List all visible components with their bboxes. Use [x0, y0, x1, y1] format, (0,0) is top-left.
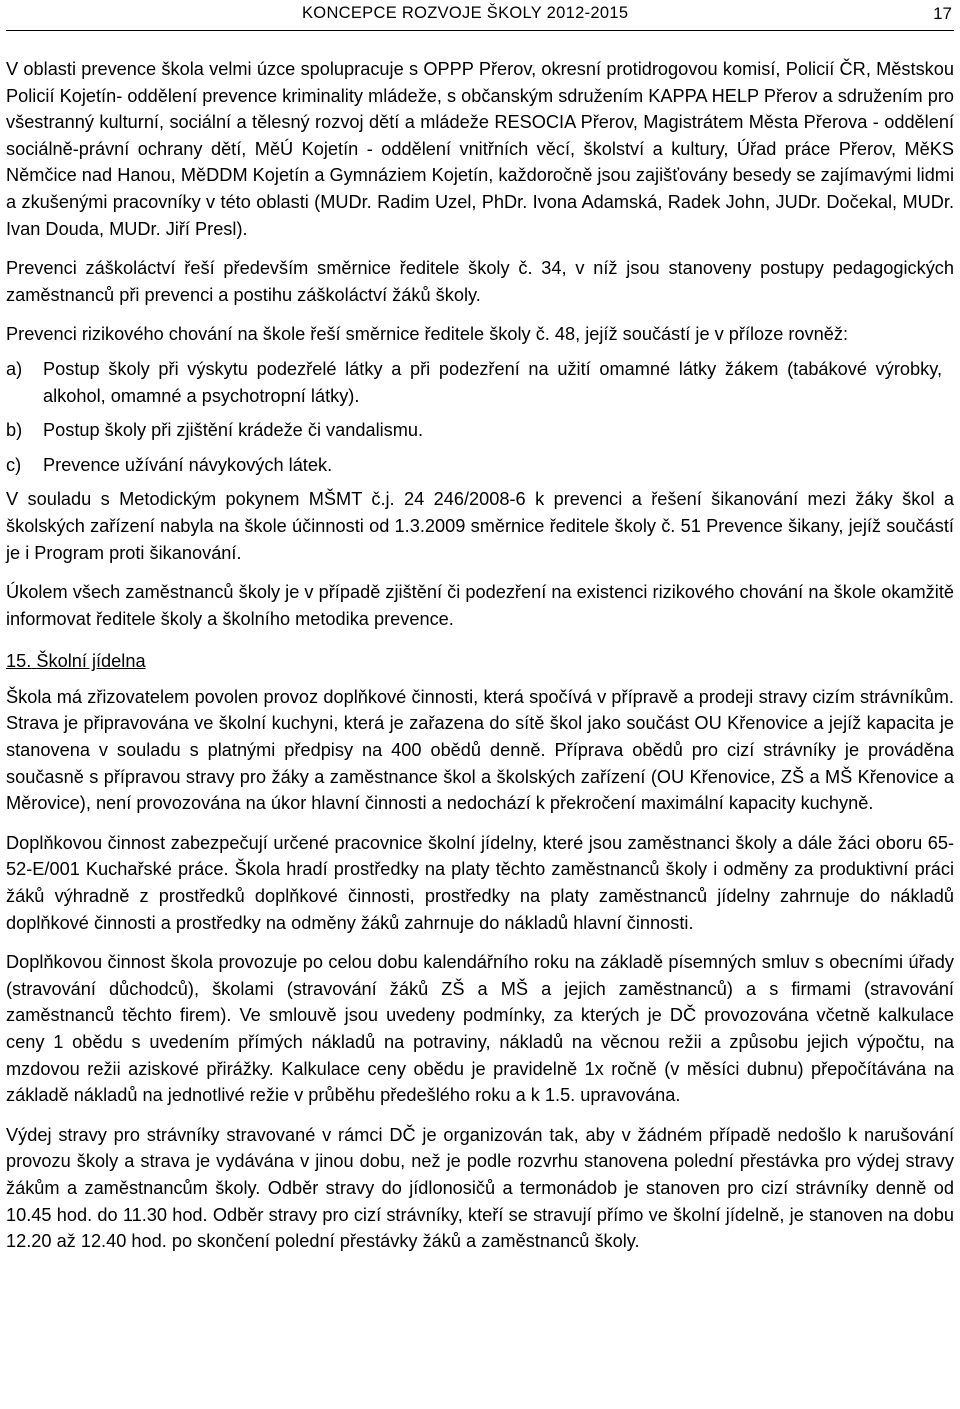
list-marker: c) — [6, 454, 22, 475]
list-item-text: Prevence užívání návykových látek. — [43, 454, 333, 475]
paragraph-prevention-partners: V oblasti prevence škola velmi úzce spolupracuje s OPPP Přerov, okresní protidrogovou komisí, Policií ČR, Městskou Policií Kojetín- oddělení prevence kriminality mládeže, s občanským sdružením KAPPA HELP Přerov a sdružením pro všestranný kulturní, sociální a tělesný rozvoj dětí a mládeže RESOCIA Přerov, Magistrátem Města Přerova - oddělení sociálně-právní ochrany dětí, MěÚ Kojetín - oddělení vnitřních věcí, školství a kultury, Úřad práce Přerov, MěKS Němčice nad Hanou, MěDDM Kojetín a Gymnáziem Kojetín, každoročně jsou zajišťovány besedy se zajímavými lidmi a zkušenými pracovníky v této oblasti (MUDr. Radim Uzel, PhDr. Ivona Adamská, Radek John, JUDr. Dočekal, MUDr. Ivan Douda, MUDr. Jiří Presl). — [6, 59, 954, 239]
paragraph-risk-behavior: Prevenci rizikového chování na škole řeší směrnice ředitele školy č. 48, jejíž součástí je v příloze rovněž: — [6, 324, 849, 345]
list-item-text: Postup školy při zjištění krádeže či vandalismu. — [43, 420, 424, 441]
list-item — [6, 356, 954, 409]
paragraph-meal-distribution: Výdej stravy pro strávníky stravované v rámci DČ je organizován tak, aby v žádném případě nedošlo k narušování provozu školy a strava je vydávána v jinou dobu, než je podle rozvrhu stanovena polední přestávka pro výdej stravy žákům a zaměstnancům školy. Odběr stravy do jídlonosičů a termonádob je stanoven pro cizí strávníky denně od 10.45 hod. do 11.30 hod. Odběr stravy pro cizí strávníky, kteří se stravují přímo ve školní jídelně, je stanoven na dobu 12.20 až 12.40 hod. po skončení polední přestávky žáků a zaměstnanců školy. — [6, 1124, 954, 1252]
list-item — [6, 417, 954, 444]
paragraph-canteen-staff: Doplňkovou činnost zabezpečují určené pracovnice školní jídelny, které jsou zaměstnanci školy a dále žáci oboru 65-52-E/001 Kuchařské práce. Škola hradí prostředky na platy těchto zaměstnanců školy i odměny za produktivní práci žáků výhradně z prostředků doplňkové činnosti, prostředky na platy zaměstnanců jídelny zahrnuje do nákladů doplňkové činnosti a prostředky na odměny žáků zahrnuje do nákladů hlavní činnosti. — [6, 832, 954, 933]
paragraph-truancy: Prevenci záškoláctví řeší především směrnice ředitele školy č. 34, v níž jsou stanoveny postupy pedagogických zaměstnanců při prevenci a postihu záškoláctví žáků školy. — [6, 258, 954, 305]
page-header — [6, 0, 954, 31]
document-body — [6, 56, 954, 1255]
paragraph-staff-duty: Úkolem všech zaměstnanců školy je v případě zjištění či podezření na existenci rizikového chování na škole okamžitě informovat ředitele školy a školního metodika prevence. — [6, 582, 954, 629]
header-title: KONCEPCE ROZVOJE ŠKOLY 2012-2015 — [302, 4, 629, 22]
list-item — [6, 452, 954, 479]
annex-list — [6, 356, 954, 478]
list-item-text: Postup školy při výskytu podezřelé látky a při podezření na užití omamné látky žákem (tabákové výrobky, alkohol, omamné a psychotropní látky). — [43, 358, 942, 406]
section-title: Školní jídelna — [36, 651, 146, 672]
section-heading — [6, 648, 954, 675]
list-marker: b) — [6, 420, 23, 441]
list-marker: a) — [6, 358, 23, 379]
section-number: 15. — [6, 651, 32, 672]
page-number: 17 — [933, 4, 952, 23]
paragraph-bullying-guideline: V souladu s Metodickým pokynem MŠMT č.j. 24 246/2008-6 k prevenci a řešení šikanování mezi žáky škol a školských zařízení nabyla na škole účinnosti od 1.3.2009 směrnice ředitele školy č. 51 Prevence šikany, jejíž součástí je i Program proti šikanování. — [6, 489, 954, 563]
paragraph-canteen-contracts: Doplňkovou činnost škola provozuje po celou dobu kalendářního roku na základě písemných smluv s obecními úřady (stravování důchodců), školami (stravování žáků ZŠ a MŠ a jejich zaměstnanců) a s firmami (stravování zaměstnanců těchto firem). Ve smlouvě jsou uvedeny podmínky, za kterých je DČ provozována včetně kalkulace ceny 1 obědu s uvedením přímých nákladů na potraviny, nákladů na věcnou režii a způsobu jejich výpočtu, na mzdovou režii aziskové přirážky. Kalkulace ceny obědu je pravidelně 1x ročně (v měsíci dubnu) přepočítávána na základě nákladů na jednotlivé režie v průběhu předešlého roku a k 1.5. upravována. — [6, 952, 954, 1106]
paragraph-canteen-operation: Škola má zřizovatelem povolen provoz doplňkové činnosti, která spočívá v přípravě a prodeji stravy cizím strávníkům. Strava je připravována ve školní kuchyni, která je zařazena do sítě škol jako součást OU Křenovice a jejíž kapacita je stanovena v souladu s platnými předpisy na 400 obědů denně. Příprava obědů pro cizí strávníky je prováděna současně s přípravou stravy pro žáky a zaměstnance škol a školských zařízení (OU Křenovice, ZŠ a MŠ Křenovice a Měrovice), není provozována na úkor hlavní činnosti a nedochází k překročení maximální kapacity kuchyně. — [6, 686, 954, 814]
